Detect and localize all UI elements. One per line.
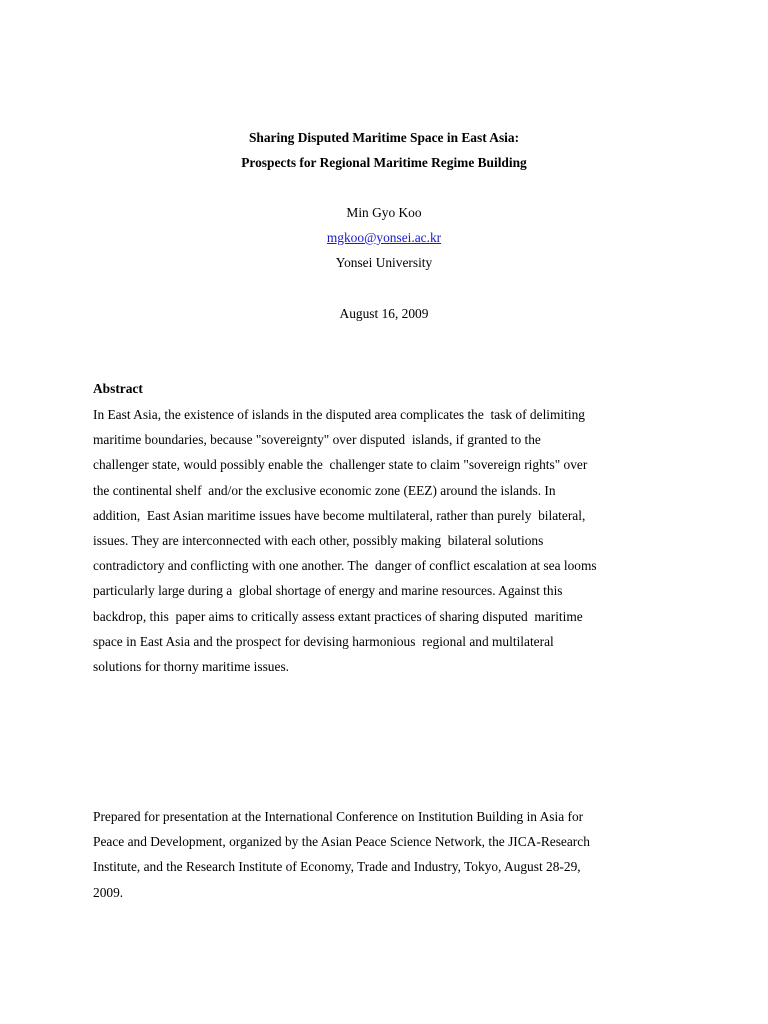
note-line: Peace and Development, organized by the Asian Peace Science Network, the JICA-Research — [93, 834, 590, 850]
abstract-line: challenger state, would possibly enable the challenger state to claim "sovereign rights" over — [93, 457, 588, 473]
paper-title-line-1: Sharing Disputed Maritime Space in East Asia: — [248, 130, 520, 145]
abstract-line: In East Asia, the existence of islands in the disputed area complicates the task of delimiting — [93, 407, 585, 422]
author-email-link[interactable]: mgkoo@yonsei.ac.kr — [326, 230, 442, 245]
author-email-line — [0, 226, 768, 250]
author-name: Min Gyo Koo — [346, 205, 422, 220]
abstract-line: space in East Asia and the prospect for devising harmonious regional and multilateral — [93, 633, 554, 649]
abstract-heading: Abstract — [93, 381, 143, 396]
note-line: 2009. — [93, 884, 124, 900]
paper-title-line-2: Prospects for Regional Maritime Regime Building — [241, 155, 527, 170]
abstract-line: issues. They are interconnected with each other, possibly making bilateral solutions — [93, 532, 544, 548]
paper-date: August 16, 2009 — [339, 306, 429, 321]
abstract-line: solutions for thorny maritime issues. — [93, 658, 290, 674]
abstract-line: particularly large during a global shortage of energy and marine resources. Against this — [93, 583, 563, 599]
author-affiliation: Yonsei University — [335, 255, 433, 270]
abstract-line: contradictory and conflicting with one another. The danger of conflict escalation at sea looms — [93, 558, 597, 574]
note-line: Prepared for presentation at the International Conference on Institution Building in Asia for — [93, 809, 584, 824]
abstract-line: the continental shelf and/or the exclusive economic zone (EEZ) around the islands. In — [93, 482, 556, 498]
presentation-note — [93, 804, 693, 905]
note-line: Institute, and the Research Institute of Economy, Trade and Industry, Tokyo, August 28-29, — [93, 859, 581, 875]
abstract-line: backdrop, this paper aims to critically assess extant practices of sharing disputed maritime — [93, 608, 583, 624]
abstract-line: addition, East Asian maritime issues have become multilateral, rather than purely bilateral, — [93, 507, 586, 523]
abstract-body — [93, 402, 693, 679]
abstract-line: maritime boundaries, because "sovereignty" over disputed islands, if granted to the — [93, 432, 541, 448]
